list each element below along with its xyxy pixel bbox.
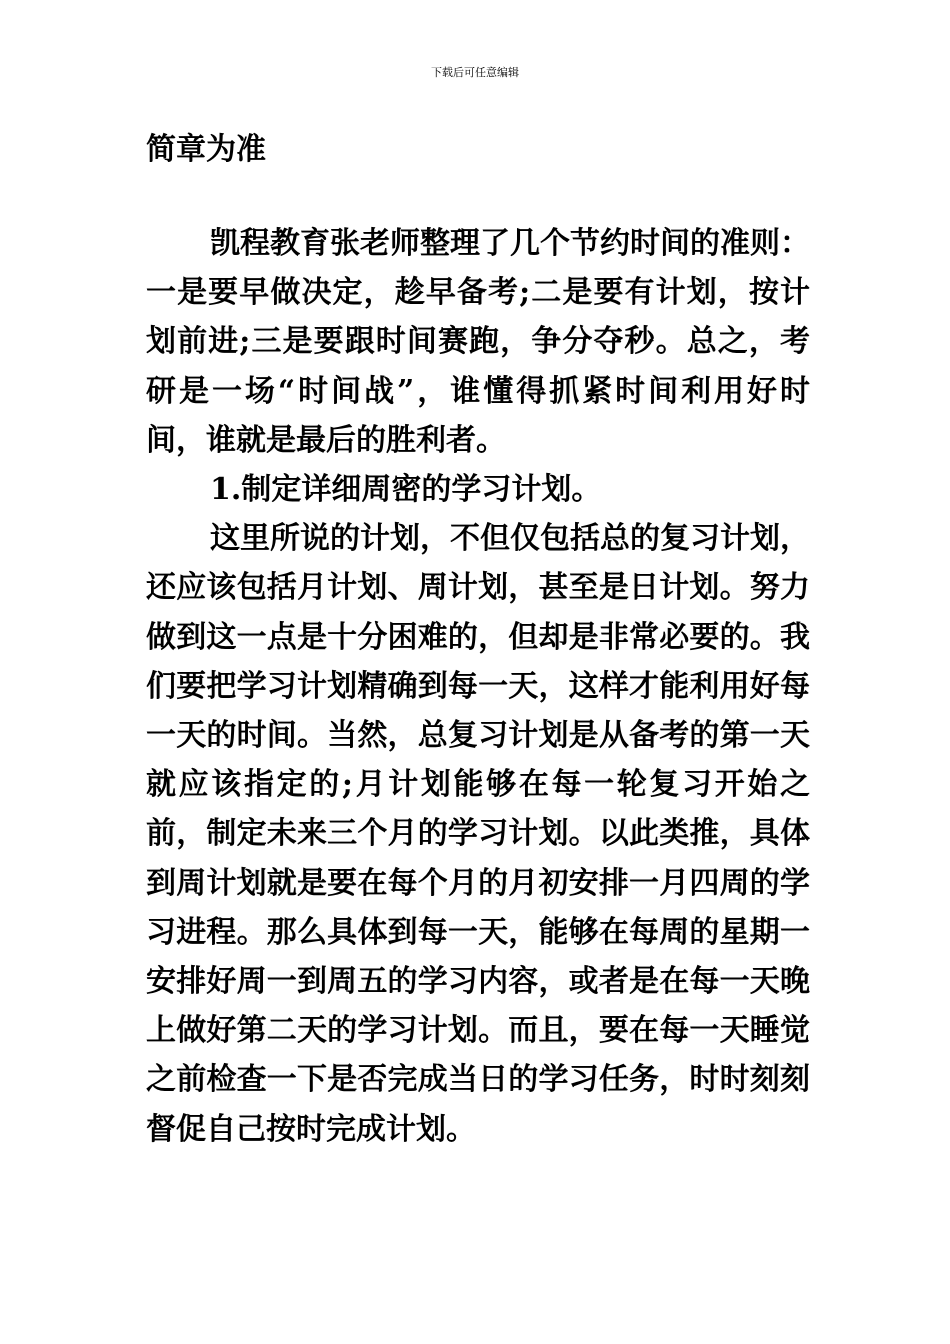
paragraph-plan-details: 这里所说的计划，不但仅包括总的复习计划，还应该包括月计划、周计划，甚至是日计划。努力做到这一点是十分困难的，但却是非常必要的。我们要把学习计划精确到每一天，这样才能利用好每一天的时间。当然，总复习计划是从备考的第一天就应该指定的;月计划能够在每一轮复习开始之前，制定未来三个月的学习计划。以此类推，具体到周计划就是要在每个月的月初安排一月四周的学习进程。那么具体到每一天，能够在每周的星期一安排好周一到周五的学习内容，或者是在每一天晚上做好第二天的学习计划。而且，要在每一天睡觉之前检查一下是否完成当日的学习任务，时时刻刻督促自己按时完成计划。 — [146, 521, 810, 1147]
page-header-note: 下载后可任意编辑 — [431, 66, 519, 79]
document-body — [146, 128, 810, 1154]
paragraph-point-1: 1.制定详细周密的学习计划。 — [210, 472, 602, 508]
document-title: 简章为准 — [146, 132, 266, 167]
paragraph-intro: 凯程教育张老师整理了几个节约时间的准则：一是要早做决定，趁早备考;二是要有计划，按计划前进;三是要跟时间赛跑，争分夺秒。总之，考研是一场“时间战”，谁懂得抓紧时间利用好时间，谁就是最后的胜利者。 — [146, 226, 810, 458]
